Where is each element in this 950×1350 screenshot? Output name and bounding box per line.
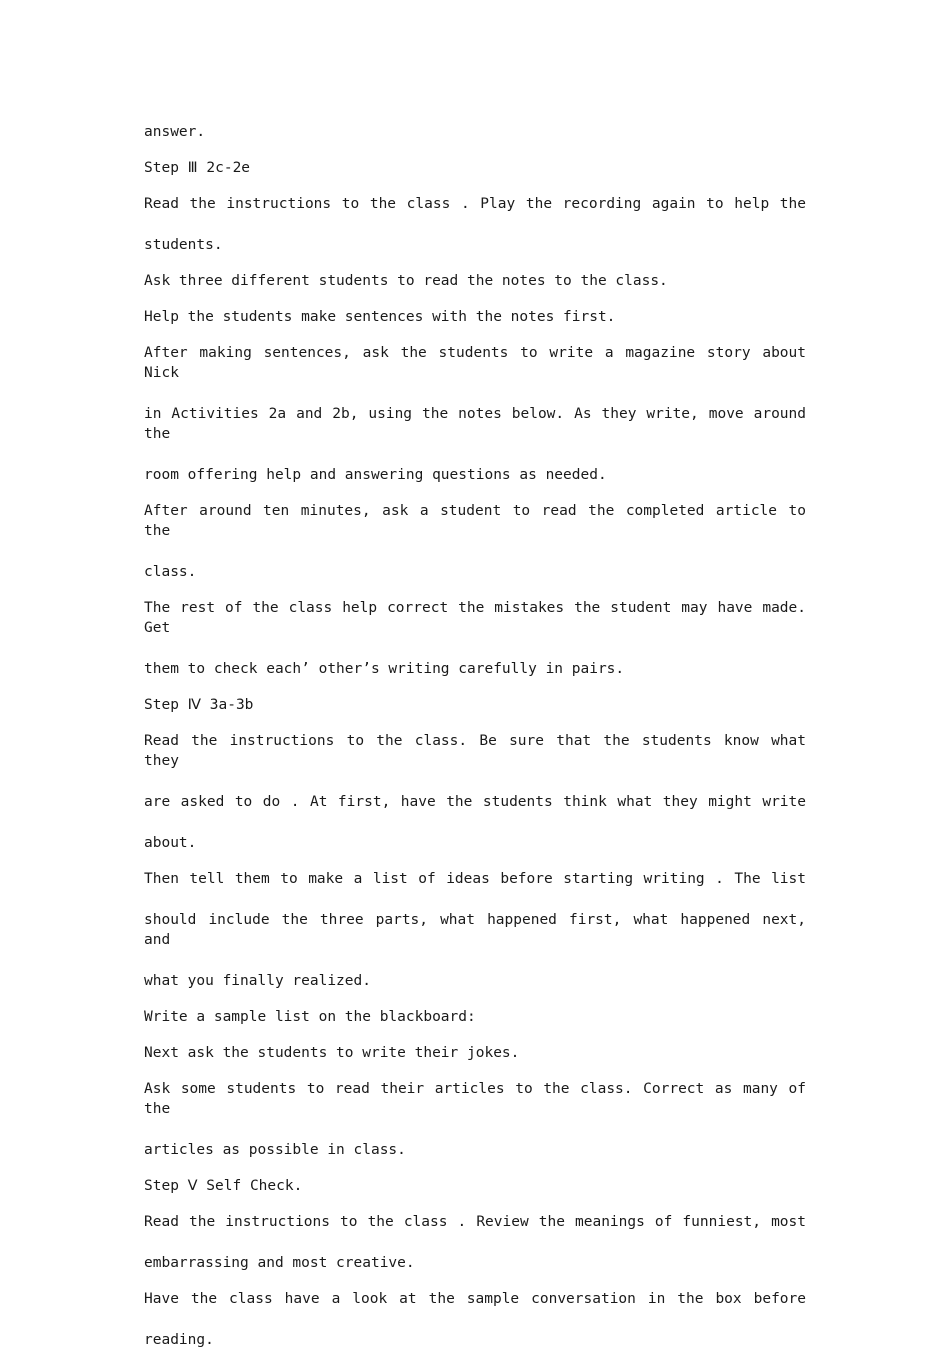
text-line: them to check each’ other’s writing carefully in pairs. xyxy=(144,661,625,677)
text-line: answer. xyxy=(144,124,206,140)
text-line: class. xyxy=(144,564,197,580)
text-line: room offering help and answering questions as needed. xyxy=(144,467,607,483)
text-line: Ask some students to read their articles to the class. Correct as many of the xyxy=(144,1081,806,1117)
text-line: Have the class have a look at the sample conversation in the box before xyxy=(144,1291,806,1307)
text-line: what you finally realized. xyxy=(144,973,371,989)
text-line: Write a sample list on the blackboard: xyxy=(144,1009,476,1025)
text-line: Read the instructions to the class . Review the meanings of funniest, most xyxy=(144,1214,806,1230)
text-line: Help the students make sentences with the notes first. xyxy=(144,309,616,325)
text-line: Step Ⅲ 2c-2e xyxy=(144,160,251,176)
text-line: Then tell them to make a list of ideas before starting writing . The list xyxy=(144,871,806,887)
text-line: The rest of the class help correct the mistakes the student may have made. Get xyxy=(144,600,806,636)
text-line: about. xyxy=(144,835,197,851)
text-line: are asked to do . At first, have the students think what they might write xyxy=(144,794,806,810)
text-line: Ask three different students to read the notes to the class. xyxy=(144,273,668,289)
text-line: Read the instructions to the class. Be sure that the students know what they xyxy=(144,733,806,769)
text-line: After making sentences, ask the students to write a magazine story about Nick xyxy=(144,345,806,381)
text-line: Step Ⅴ Self Check. xyxy=(144,1178,303,1194)
text-line: reading. xyxy=(144,1332,214,1348)
text-line: embarrassing and most creative. xyxy=(144,1255,415,1271)
text-line: in Activities 2a and 2b, using the notes below. As they write, move around the xyxy=(144,406,806,442)
text-line: articles as possible in class. xyxy=(144,1142,406,1158)
text-line: After around ten minutes, ask a student to read the completed article to the xyxy=(144,503,806,539)
document-body xyxy=(144,122,806,1350)
text-line: Read the instructions to the class . Play the recording again to help the xyxy=(144,196,806,212)
text-line: students. xyxy=(144,237,223,253)
text-line: Step Ⅳ 3a-3b xyxy=(144,697,254,713)
text-line: Next ask the students to write their jokes. xyxy=(144,1045,520,1061)
text-line: should include the three parts, what happened first, what happened next, and xyxy=(144,912,806,948)
